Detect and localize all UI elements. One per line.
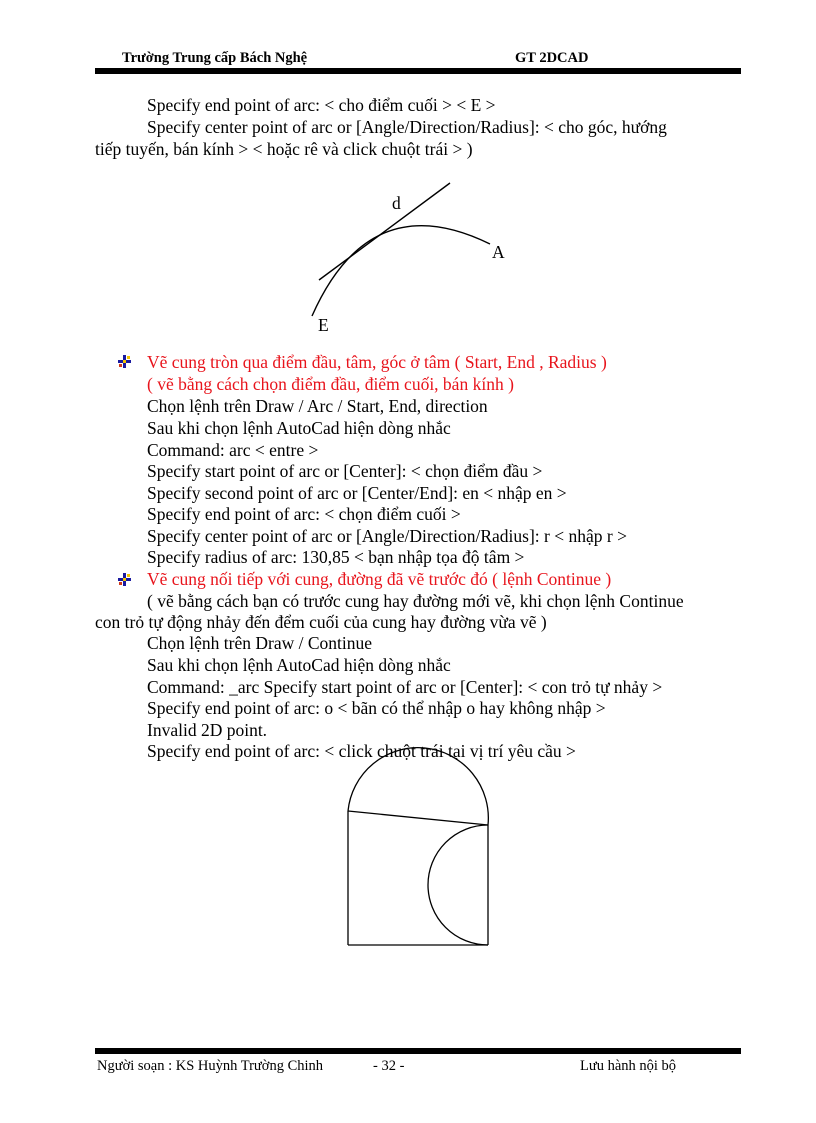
bullet-icon xyxy=(118,355,131,368)
section2-line: Command: _arc Specify start point of arc or [Center]: < con trỏ tự nhảy > xyxy=(147,677,663,697)
footer-note: Lưu hành nội bộ xyxy=(580,1058,677,1074)
bullet-icon xyxy=(118,573,131,586)
section1-line: Specify second point of arc or [Center/End]: en < nhập en > xyxy=(147,483,567,503)
section2-title: Vẽ cung nối tiếp với cung, đường đã vẽ trước đó ( lệnh Continue ) xyxy=(147,569,612,589)
section2-line: Invalid 2D point. xyxy=(147,720,268,740)
label-e: E xyxy=(318,315,329,335)
intro-line-1: Specify end point of arc: < cho điểm cuối > < E > xyxy=(147,95,496,115)
section1-line: Specify start point of arc or [Center]: < chọn điểm đầu > xyxy=(147,461,543,481)
header-rule xyxy=(95,68,741,74)
section1-line: Specify center point of arc or [Angle/Direction/Radius]: r < nhập r > xyxy=(147,526,627,546)
section1-subtitle: ( vẽ bằng cách chọn điểm đầu, điểm cuối, bán kính ) xyxy=(147,374,514,394)
tangent-arc-figure xyxy=(300,180,520,330)
section1-line: Command: arc < entre > xyxy=(147,440,319,460)
inner-semicircle xyxy=(428,825,488,945)
arc-curve xyxy=(312,226,490,316)
footer-author: Người soạn : KS Huỳnh Trường Chinh xyxy=(97,1058,324,1074)
continue-arc-figure xyxy=(340,770,500,955)
footer-rule xyxy=(95,1048,741,1054)
intro-line-2: Specify center point of arc or [Angle/Direction/Radius]: < cho góc, hướng xyxy=(147,117,667,137)
tangent-line-d xyxy=(319,183,450,280)
footer-page-number: - 32 - xyxy=(373,1058,405,1074)
section2-para-1: ( vẽ bằng cách bạn có trước cung hay đường mới vẽ, khi chọn lệnh Continue xyxy=(147,591,684,611)
label-d: d xyxy=(392,193,401,213)
section1-title: Vẽ cung tròn qua điểm đầu, tâm, góc ở tâm ( Start, End , Radius ) xyxy=(147,352,607,372)
header-course: GT 2DCAD xyxy=(515,50,589,66)
section2-line: Sau khi chọn lệnh AutoCad hiện dòng nhắc xyxy=(147,655,451,675)
section2-line: Chọn lệnh trên Draw / Continue xyxy=(147,633,373,653)
section1-line: Sau khi chọn lệnh AutoCad hiện dòng nhắc xyxy=(147,418,451,438)
slanted-line xyxy=(348,811,488,825)
section2-line: Specify end point of arc: o < bãn có thể nhập o hay không nhập > xyxy=(147,698,606,718)
section1-line: Specify radius of arc: 130,85 < bạn nhập tọa độ tâm > xyxy=(147,547,525,567)
section2-para-2: con trỏ tự động nhảy đến đểm cuối của cung hay đường vừa vẽ ) xyxy=(95,612,547,632)
section2-line: Specify end point of arc: < click chuột trái tại vị trí yêu cầu > xyxy=(147,741,576,761)
section1-line: Chọn lệnh trên Draw / Arc / Start, End, direction xyxy=(147,396,488,416)
header-school: Trường Trung cấp Bách Nghệ xyxy=(122,50,308,66)
intro-line-3: tiếp tuyến, bán kính > < hoặc rê và click chuột trái > ) xyxy=(95,139,473,159)
label-a: A xyxy=(492,242,505,262)
section1-line: Specify end point of arc: < chọn điểm cuối > xyxy=(147,504,461,524)
